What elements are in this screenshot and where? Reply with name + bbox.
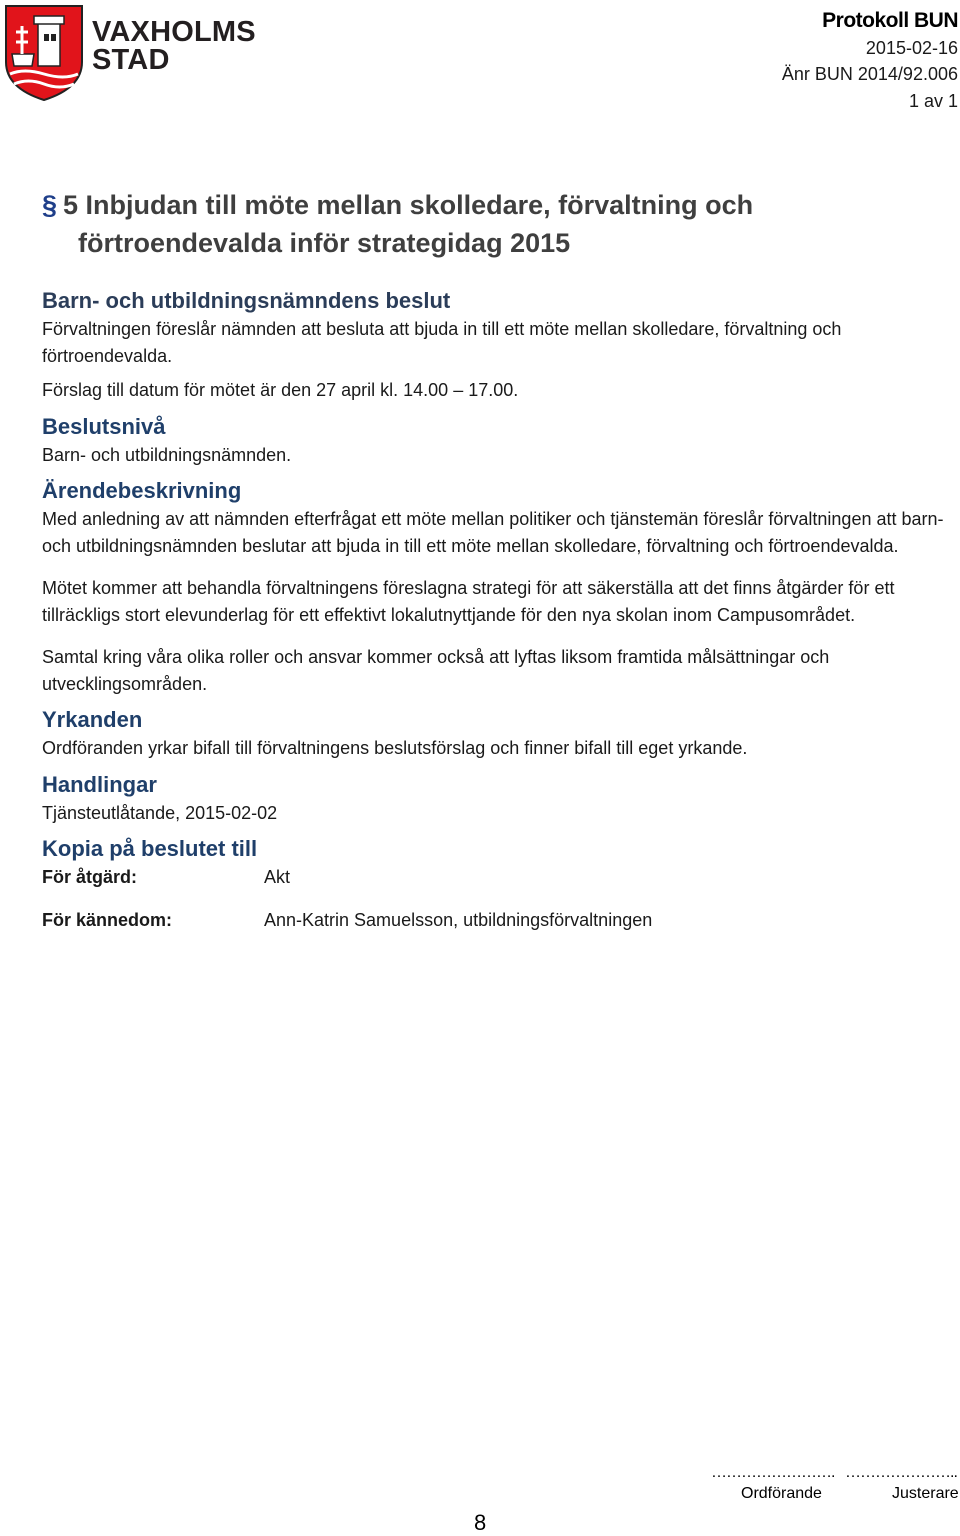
page-info: 1 av 1 [908, 90, 958, 111]
chair-signature-line: ……………………. [711, 1464, 835, 1481]
item-title-line2: förtroendevalda inför strategidag 2015 [78, 228, 571, 258]
copy-info-label: För kännedom: [42, 909, 173, 930]
motions-heading: Yrkanden [42, 707, 143, 732]
description-heading: Ärendebeskrivning [42, 478, 242, 503]
motions-text: Ordföranden yrkar bifall till förvaltningens beslutsförslag och finner bifall till eget yrkande. [42, 738, 748, 758]
proposed-date-text: Förslag till datum för mötet är den 27 april kl. 14.00 – 17.00. [42, 380, 519, 400]
copy-heading: Kopia på beslutet till [42, 836, 258, 861]
copy-action-row [42, 864, 947, 891]
description-paragraph: Mötet kommer att behandla förvaltningens föreslagna strategi för att säkerställa att det finns åtgärder för ett tillräckligs stort elevunderlag för ett effektivt lokalutnyttjande för den nya skolan inom Campusområdet. [42, 578, 895, 625]
copy-action-value: Akt [264, 867, 291, 887]
municipality-name-logo: VAXHOLMS STAD [92, 16, 256, 76]
decision-level-text: Barn- och utbildningsnämnden. [42, 444, 292, 465]
adjuster-label: Justerare [892, 1485, 959, 1502]
chair-label: Ordförande [741, 1485, 822, 1502]
page-number: 8 [474, 1510, 487, 1535]
description-paragraph: Samtal kring våra olika roller och ansvar kommer också att lyftas liksom framtida målsättningar och utvecklingsområden. [42, 647, 830, 694]
section-sign: § [42, 190, 58, 220]
description-paragraph: Med anledning av att nämnden efterfrågat ett möte mellan politiker och tjänstemän föreslår förvaltningen att barn- och utbildningsnämnden beslutar att bjuda in till ett möte mellan skolledare, förvaltning och förtroendevalda. [42, 509, 944, 556]
decision-text: Förvaltningen föreslår nämnden att besluta att bjuda in till ett möte mellan skolledare, förvaltning och förtroendevalda. [42, 319, 842, 366]
adjuster-signature-line: ………………….. [845, 1464, 957, 1481]
item-title-line1: 5 Inbjudan till möte mellan skolledare, förvaltning och [63, 190, 754, 220]
case-number: Änr BUN 2014/92.006 [781, 64, 958, 84]
documents-text: Tjänsteutlåtande, 2015-02-02 [42, 802, 278, 823]
item-heading [42, 186, 922, 262]
document-title: Protokoll BUN [822, 9, 958, 32]
decision-level-heading: Beslutsnivå [42, 413, 166, 439]
document-meta [782, 8, 958, 114]
document-body [42, 286, 947, 933]
document-date: 2015-02-16 [865, 37, 958, 58]
copy-info-value: Ann-Katrin Samuelsson, utbildningsförvaltningen [264, 909, 653, 930]
decision-heading: Barn- och utbildningsnämndens beslut [42, 288, 451, 313]
vaxholm-coat-of-arms-logo [4, 4, 84, 102]
documents-heading: Handlingar [42, 771, 157, 797]
copy-action-label: För åtgärd: [42, 867, 138, 887]
copy-info-row [42, 907, 947, 934]
